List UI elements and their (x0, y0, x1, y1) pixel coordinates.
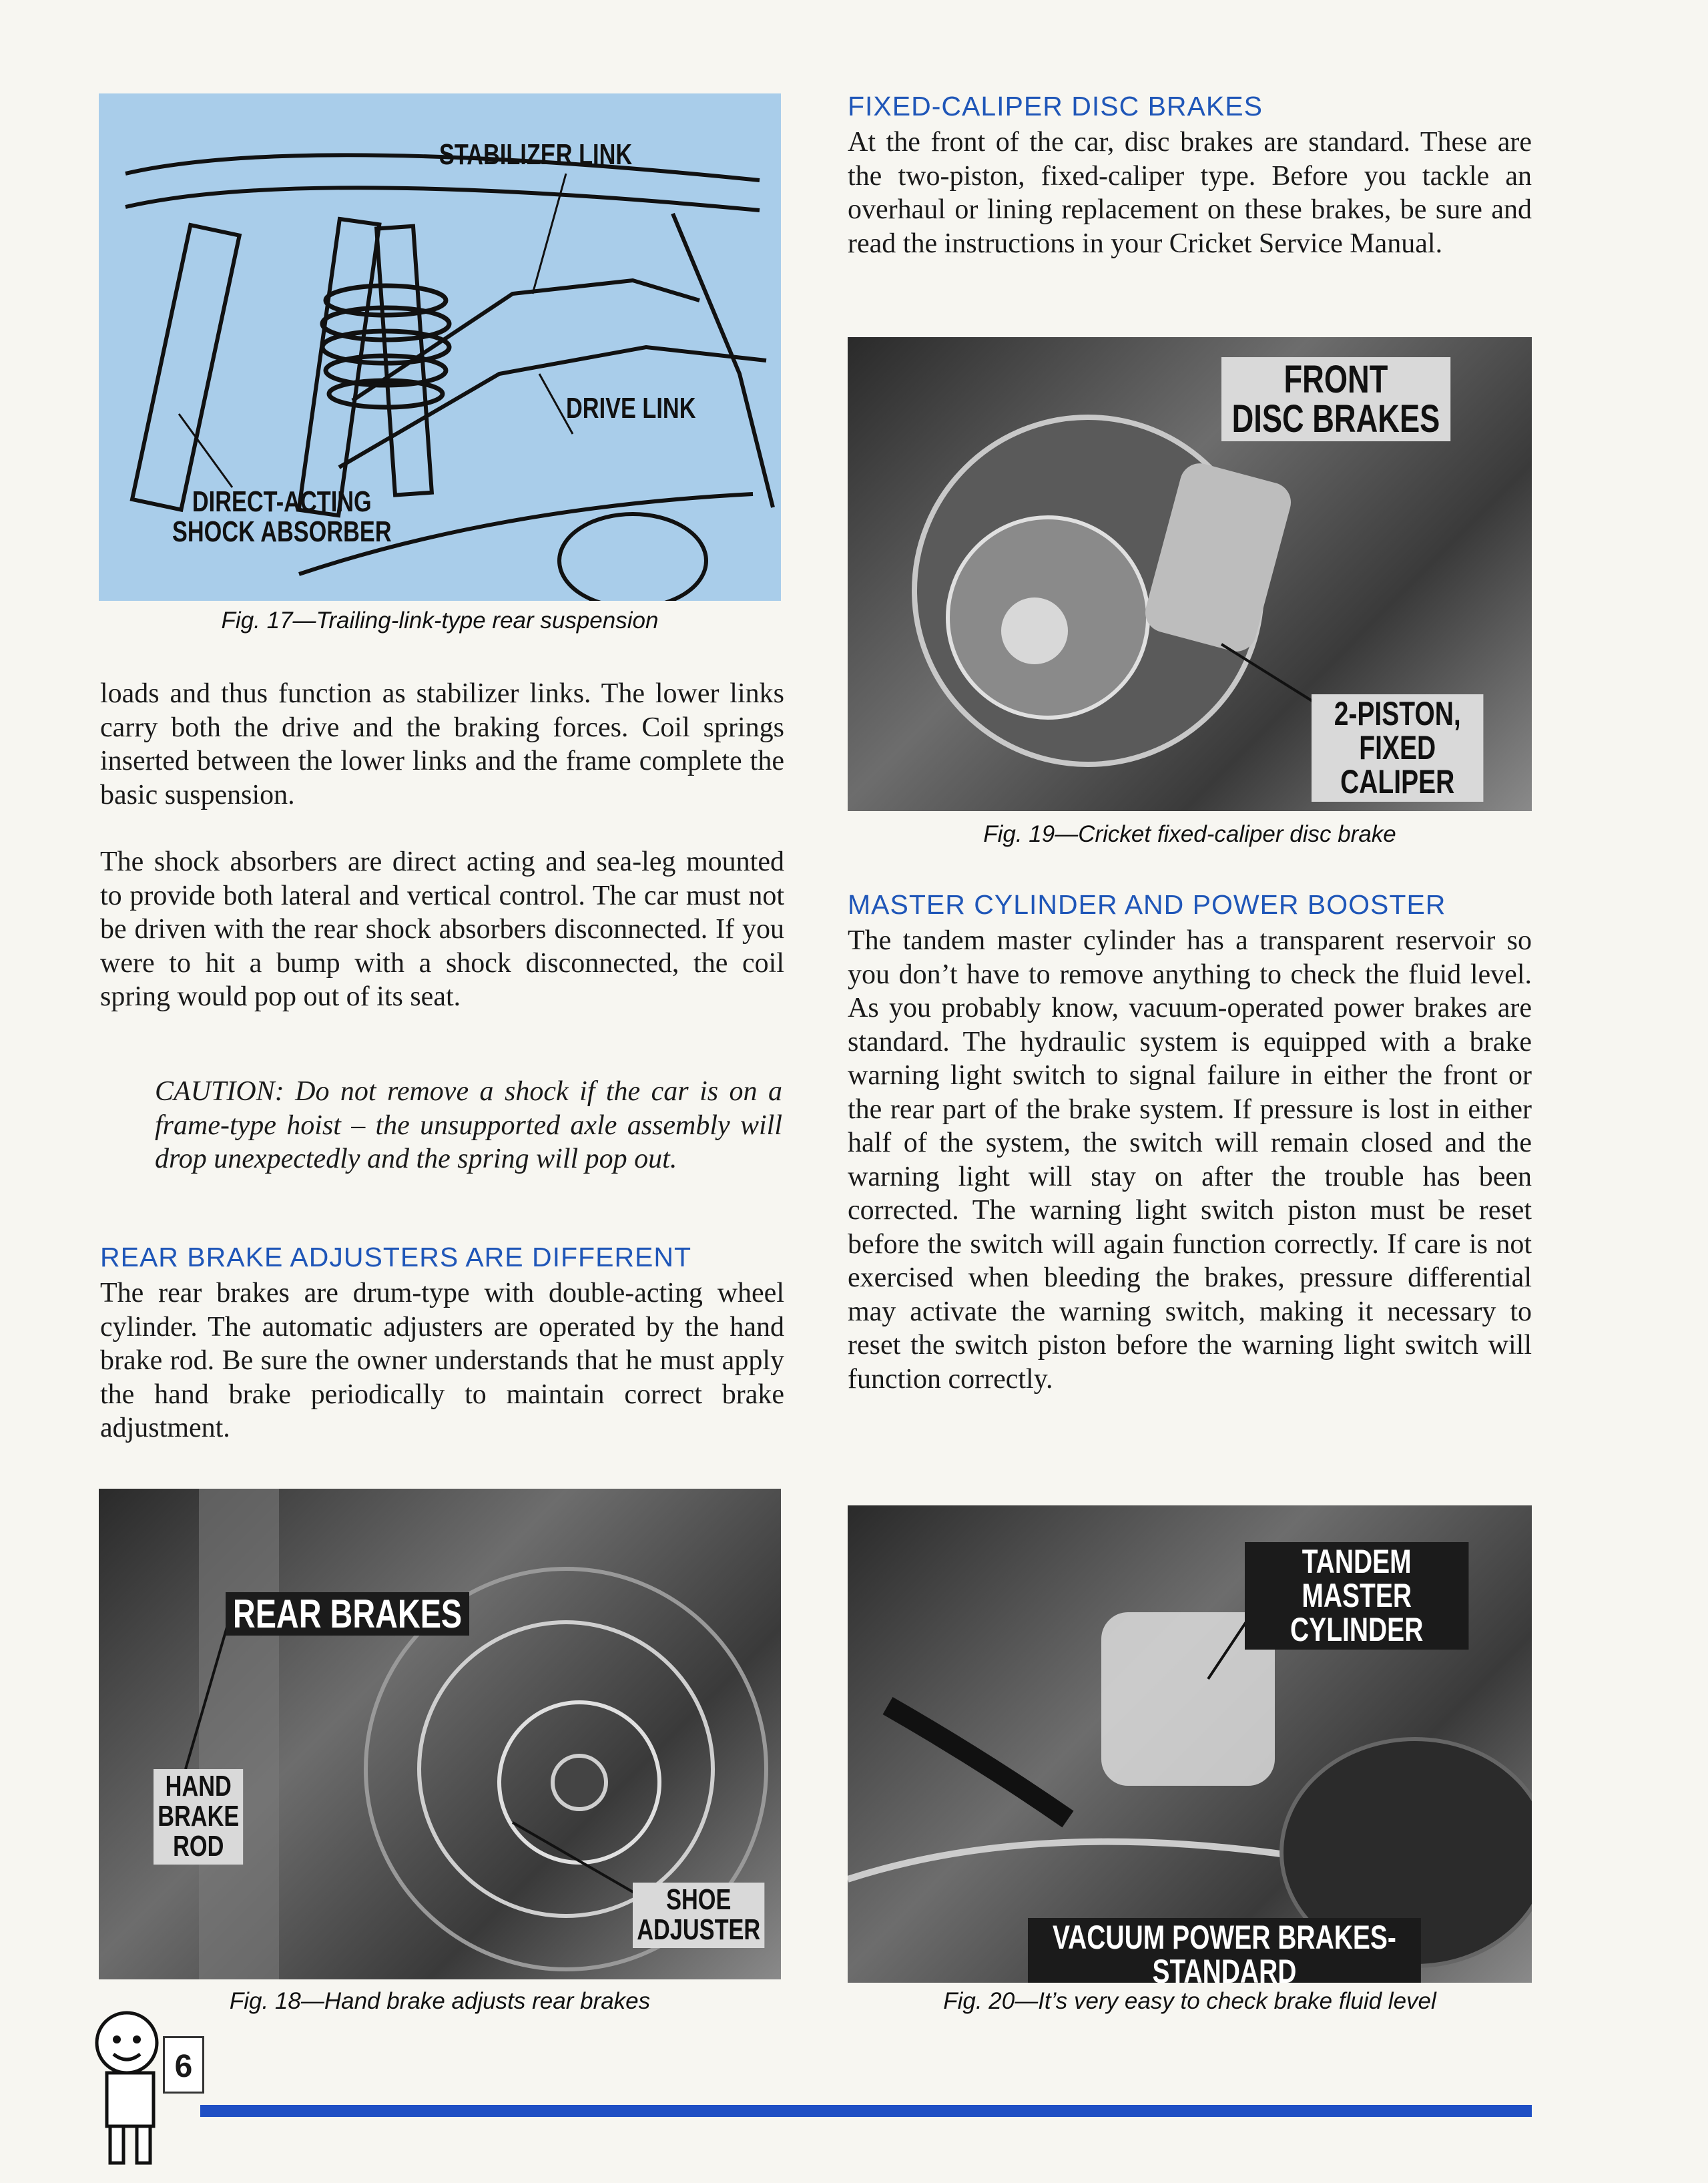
label-vacuum-power-brakes: VACUUM POWER BRAKES-STANDARD (1028, 1918, 1421, 1983)
footer-rule (200, 2105, 1532, 2117)
caution-note: CAUTION: Do not remove a shock if the car is on a frame-type hoist – the unsupported axle assembly will drop unexpectedly and the spring will pop out. (155, 1076, 782, 1174)
heading-master-cylinder: MASTER CYLINDER AND POWER BOOSTER (848, 889, 1446, 920)
label-shock-absorber: DIRECT-ACTING SHOCK ABSORBER (172, 485, 392, 548)
figure-17-suspension-drawing (99, 93, 781, 601)
figure-20-master-cylinder-photo (848, 1505, 1532, 1983)
label-drive-link: DRIVE LINK (566, 392, 696, 425)
label-two-piston-fixed-caliper: 2-PISTON, FIXED CALIPER (1312, 694, 1483, 802)
label-rear-brakes: REAR BRAKES (226, 1592, 469, 1636)
paragraph-rear-brakes: The rear brakes are drum-type with double-acting wheel cylinder. The automatic adjusters are operated by the hand brake rod. Be sure the owner understands that he must apply the hand brake periodically to maintain correct brake adjustment. (100, 1278, 784, 1443)
figure-18-rear-brakes-photo (99, 1489, 781, 1979)
caption-fig-18: Fig. 18—Hand brake adjusts rear brakes (229, 1988, 651, 2014)
label-shoe-adjuster: SHOE ADJUSTER (633, 1883, 764, 1948)
heading-rear-brake-adjusters: REAR BRAKE ADJUSTERS ARE DIFFERENT (100, 1242, 692, 1272)
paragraph-master-cylinder: The tandem master cylinder has a transparent reservoir so you don’t have to remove anything to check the fluid level. As you probably know, vacuum-operated power brakes are standard. The hydraulic system is equipped with a brake warning light switch to signal failure in either the front or the rear part of the brake system. If pressure is lost in either half of the system, the switch will remain closed and the warning light will stay on after the trouble has been corrected. The warning light switch piston must be reset before the switch will again function correctly. If care is not exercised when bleeding the brakes, pressure differential may activate the warning switch, making it necessary to reset the switch piston before the warning light switch will function correctly. (848, 925, 1532, 1395)
label-tandem-master-cylinder: TANDEM MASTER CYLINDER (1245, 1542, 1468, 1650)
heading-fixed-caliper-disc-brakes: FIXED-CALIPER DISC BRAKES (848, 91, 1263, 122)
caption-fig-17: Fig. 17—Trailing-link-type rear suspension (221, 608, 659, 634)
label-hand-brake-rod: HAND BRAKE ROD (154, 1769, 244, 1865)
label-front-disc-brakes: FRONT DISC BRAKES (1221, 357, 1450, 441)
caption-fig-19: Fig. 19—Cricket fixed-caliper disc brake (983, 821, 1396, 847)
page-number: 6 (163, 2036, 204, 2094)
label-stabilizer-link: STABILIZER LINK (439, 138, 633, 171)
paragraph-disc-brakes: At the front of the car, disc brakes are standard. These are the two-piston, fixed-caliper type. Before you tackle an overhaul or lining replacement on these brakes, be sure and read the instructions in your Cricket Service Manual. (848, 127, 1532, 259)
paragraph-shock-absorbers: The shock absorbers are direct acting and sea-leg mounted to provide both lateral and vertical control. The car must not be driven with the rear shock absorbers disconnected. If you were to hit a bump with a shock disconnected, the coil spring would pop out of its seat. (100, 846, 784, 1012)
caption-fig-20: Fig. 20—It’s very easy to check brake fluid level (943, 1988, 1436, 2014)
paragraph-stabilizer: loads and thus function as stabilizer links. The lower links carry both the drive and the braking forces. Coil springs inserted between the lower links and the frame complete the basic suspension. (100, 678, 784, 810)
figure-19-disc-brake-photo (848, 337, 1532, 811)
